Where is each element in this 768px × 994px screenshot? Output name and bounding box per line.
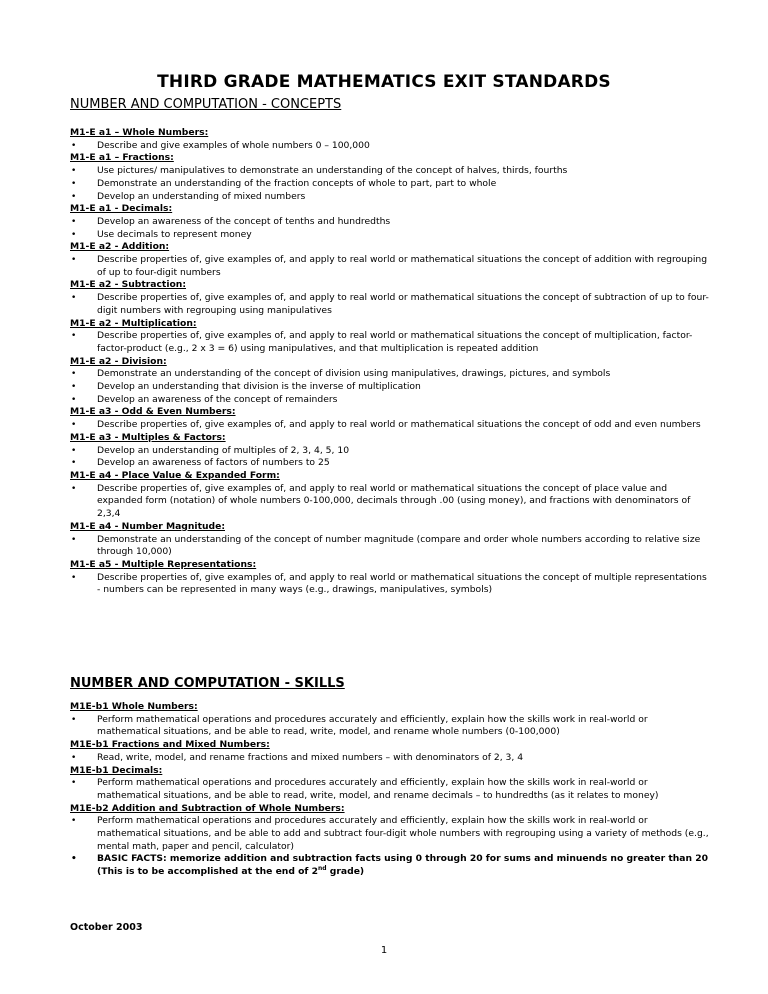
standard-header: M1-E a2 - Subtraction: xyxy=(70,279,186,291)
skills-content xyxy=(70,701,710,879)
basic-facts-text-end: grade) xyxy=(326,866,365,878)
standard-bullet-item: • Describe properties of, give examples of, and apply to real world or mathematical situations the concept of odd and even numbers xyxy=(70,419,710,432)
concepts-content xyxy=(70,127,710,597)
standard-header: M1-E a4 - Number Magnitude: xyxy=(70,520,225,532)
standard-header: M1-E a2 - Division: xyxy=(70,355,167,367)
standard-header: M1E-b1 Whole Numbers: xyxy=(70,701,198,712)
standard-header: M1-E a5 - Multiple Representations: xyxy=(70,558,257,570)
standard-header: M1-E a4 - Place Value & Expanded Form: xyxy=(70,469,280,481)
standard-header: M1E-b2 Addition and Subtraction of Whole Numbers: xyxy=(70,802,345,814)
standard-bullet-item: • Demonstrate an understanding of the fraction concepts of whole to part, part to whole xyxy=(70,178,710,191)
standard-bullet-item: • Describe properties of, give examples of, and apply to real world or mathematical situations the concept of multiple representations - numbers can be represented in many ways (e.g., drawings, manipulatives, symbols) xyxy=(70,572,710,597)
standard-header: M1E-b1 Fractions and Mixed Numbers: xyxy=(70,739,270,751)
basic-facts-item xyxy=(70,853,710,878)
page-number: 1 xyxy=(380,945,388,956)
standard-bullet-item: • Demonstrate an understanding of the concept of division using manipulatives, drawings, pictures, and symbols xyxy=(70,368,710,381)
standard-bullet-item: • Use pictures/ manipulatives to demonstrate an understanding of the concept of halves, thirds, fourths xyxy=(70,165,710,178)
basic-facts-text: BASIC FACTS: memorize addition and subtraction facts using 0 through 20 for sums and minuends no greater than 20 (This is to be accomplished at the end of 2 xyxy=(97,853,709,878)
standard-bullet-item: • Develop an understanding that division is the inverse of multiplication xyxy=(70,381,710,394)
standard-bullet-item: • Develop an awareness of the concept of remainders xyxy=(70,394,710,407)
standard-header: M1-E a1 – Whole Numbers: xyxy=(70,127,209,138)
standard-bullet-item: • Use decimals to represent money xyxy=(70,229,710,242)
section-heading-skills: NUMBER AND COMPUTATION - SKILLS xyxy=(70,676,345,691)
standard-bullet-item: • Perform mathematical operations and procedures accurately and efficiently, explain how the skills work in real-world or mathematical situations, and be able to add and subtract four-digit whole numbers with regrouping using a variety of methods (e.g., mental math, paper and pencil, calculator) xyxy=(70,815,710,853)
standard-bullet-item: • Develop an understanding of multiples of 2, 3, 4, 5, 10 xyxy=(70,445,710,458)
standard-header: M1-E a3 - Odd & Even Numbers: xyxy=(70,406,236,418)
standard-bullet-item: • Describe and give examples of whole numbers 0 – 100,000 xyxy=(70,140,710,153)
standard-bullet-item: • Read, write, model, and rename fractions and mixed numbers – with denominators of 2, 3, 4 xyxy=(70,752,710,765)
standard-header: M1E-b1 Decimals: xyxy=(70,764,163,776)
standard-bullet-item: • Develop an understanding of mixed numbers xyxy=(70,191,710,204)
standard-header: M1-E a2 - Addition: xyxy=(70,241,170,253)
standard-bullet-item: • Perform mathematical operations and procedures accurately and efficiently, explain how the skills work in real-world or mathematical situations, and be able to read, write, model, and rename decimals – to hundredths (as it relates to money) xyxy=(70,777,710,802)
standard-bullet-item: • Describe properties of, give examples of, and apply to real world or mathematical situations the concept of subtraction of up to four-digit numbers with regrouping using manipulatives xyxy=(70,292,710,317)
standard-bullet-item: • Describe properties of, give examples of, and apply to real world or mathematical situations the concept of place value and expanded form (notation) of whole numbers 0-100,000, decimals through .00 (using money), and fractions with denominators of 2,3,4 xyxy=(70,483,710,521)
section-heading-concepts: NUMBER AND COMPUTATION - CONCEPTS xyxy=(70,97,342,112)
document-title: THIRD GRADE MATHEMATICS EXIT STANDARDS xyxy=(157,72,611,92)
standard-bullet-item: • Develop an awareness of the concept of tenths and hundredths xyxy=(70,216,710,229)
standard-header: M1-E a2 - Multiplication: xyxy=(70,317,197,329)
standard-bullet-item: • Develop an awareness of factors of numbers to 25 xyxy=(70,457,710,470)
standard-header: M1-E a3 - Multiples & Factors: xyxy=(70,431,226,443)
standard-bullet-item: • Perform mathematical operations and procedures accurately and efficiently, explain how the skills work in real-world or mathematical situations, and be able to read, write, model, and rename whole numbers (0-100,000) xyxy=(70,714,710,739)
standard-bullet-item: • Demonstrate an understanding of the concept of number magnitude (compare and order whole numbers according to relative size through 10,000) xyxy=(70,534,710,559)
standard-header: M1-E a1 - Decimals: xyxy=(70,203,173,215)
footer-date: October 2003 xyxy=(70,922,143,933)
standard-header: M1-E a1 – Fractions: xyxy=(70,152,174,164)
standard-bullet-item: • Describe properties of, give examples of, and apply to real world or mathematical situations the concept of multiplication, factor-factor-product (e.g., 2 x 3 = 6) using manipulatives, and that multiplication is repeated addition xyxy=(70,330,710,355)
standard-bullet-item: • Describe properties of, give examples of, and apply to real world or mathematical situations the concept of addition with regrouping of up to four-digit numbers xyxy=(70,254,710,279)
ordinal-superscript: nd xyxy=(318,865,327,873)
